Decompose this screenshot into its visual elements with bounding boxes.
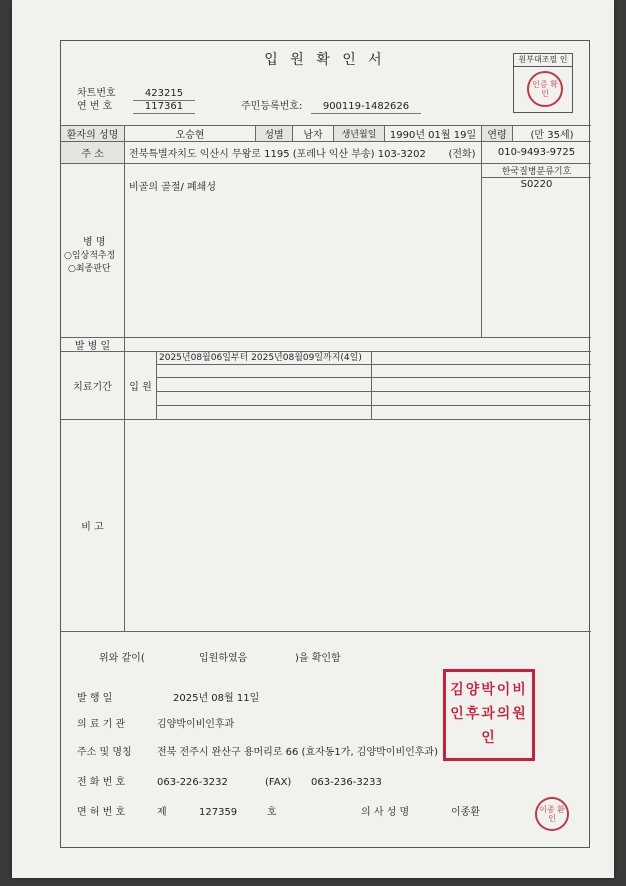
sex-label: 성별 <box>256 126 292 141</box>
clinical-estimate-option: ○임상적추정 <box>64 251 116 261</box>
hospital-seal-icon <box>443 669 535 761</box>
doctor-name-label: 의 사 성 명 <box>361 807 410 818</box>
table-line <box>61 337 591 338</box>
table-line <box>61 419 591 420</box>
final-judgment-option: ○최종판단 <box>68 264 111 274</box>
diagnosis-text: 비골의 골절/ 폐쇄성 <box>129 182 217 193</box>
serial-number-label: 연 번 호 <box>77 101 113 112</box>
license-suffix: 호 <box>267 807 277 818</box>
phone-number-label: 전 화 번 호 <box>77 777 126 788</box>
table-line <box>371 351 372 419</box>
confirm-suffix: )을 확인함 <box>295 653 341 664</box>
verification-seal-icon: 인증 확인 <box>527 71 563 107</box>
age-value: (만 35세) <box>530 130 574 141</box>
disease-code-value: S0220 <box>520 178 553 190</box>
document-paper <box>12 0 614 878</box>
confirm-prefix: 위와 같이( <box>99 653 145 664</box>
rrn-value: 900119-1482626 <box>311 101 421 114</box>
dob-label: 생년월일 <box>334 126 384 141</box>
form-sheet <box>60 40 590 848</box>
onset-label: 발 병 일 <box>74 341 111 352</box>
issue-date-label: 발 행 일 <box>77 693 113 704</box>
treatment-period-label: 치료기간 <box>73 382 112 393</box>
inpatient-label: 입 원 <box>129 382 152 393</box>
age-label: 연령 <box>482 126 512 141</box>
issue-date-value: 2025년 08월 11일 <box>173 693 260 704</box>
verification-stamp-box <box>513 53 573 113</box>
table-line <box>156 364 591 365</box>
remarks-label: 비 고 <box>81 522 104 533</box>
disease-code-header: 한국질병분류기호 <box>501 167 572 177</box>
dob-value: 1990년 01월 19일 <box>389 130 477 141</box>
license-prefix: 제 <box>157 807 167 818</box>
patient-name-label: 환자의 성명 <box>61 126 124 141</box>
treatment-period-value: 2025년08월06일부터 2025년08월09일까지(4일) <box>159 353 362 363</box>
fax-label: (FAX) <box>265 777 292 788</box>
fax-value: 063-236-3233 <box>311 777 382 788</box>
chart-number-value: 423215 <box>133 88 195 101</box>
institution-address: 전북 전주시 완산구 용머리로 66 (효자동1가, 김양박이비인후과) <box>157 747 438 758</box>
table-line <box>61 631 591 632</box>
serial-number-value: 117361 <box>133 101 195 114</box>
license-number: 127359 <box>199 807 238 818</box>
confirm-type: 입원하였음 <box>199 653 248 664</box>
rrn-label: 주민등록번호: <box>241 101 303 112</box>
doctor-seal-icon: 이종 환인 <box>535 797 569 831</box>
table-line <box>156 391 591 392</box>
institution-value: 김양박이비인후과 <box>157 719 235 730</box>
diagnosis-label: 병 명 <box>83 237 106 248</box>
phone-label: (전화) <box>448 149 476 160</box>
address-name-label: 주소 및 명칭 <box>77 747 132 758</box>
institution-phone: 063-226-3232 <box>157 777 228 788</box>
patient-name-value: 오승현 <box>175 130 205 141</box>
phone-value: 010-9493-9725 <box>497 147 576 158</box>
institution-label: 의 료 기 관 <box>77 719 126 730</box>
chart-number-label: 차트번호 <box>77 88 116 99</box>
table-line <box>156 377 591 378</box>
hospital-seal-text: 김양박이비인후과의원인 <box>450 682 528 746</box>
sex-value: 남자 <box>303 130 323 141</box>
document-title: 입 원 확 인 서 <box>264 52 386 68</box>
license-label: 면 허 번 호 <box>77 807 126 818</box>
table-line <box>156 351 157 419</box>
stamp-box-label: 원부대조필 인 <box>514 54 572 67</box>
table-line <box>156 405 591 406</box>
address-label: 주 소 <box>61 142 124 163</box>
address-value: 전북특별자치도 익산시 무왕로 1195 (포레나 익산 부송) 103-3202 <box>129 149 426 160</box>
doctor-name-value: 이종환 <box>451 807 480 818</box>
